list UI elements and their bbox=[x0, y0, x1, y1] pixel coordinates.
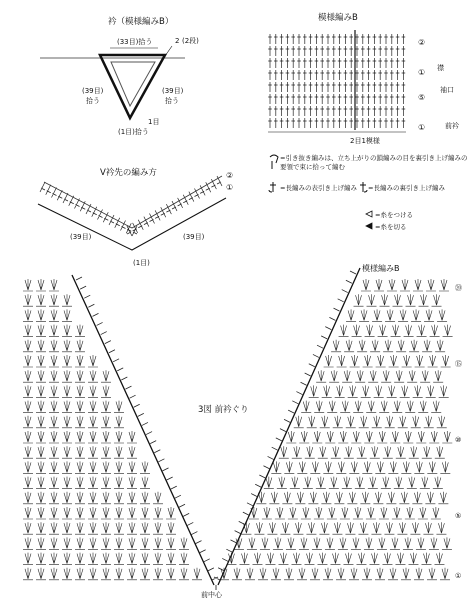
pattern-b-stitches bbox=[268, 30, 405, 130]
legend-1-box bbox=[280, 154, 468, 180]
v-tip-row-a: ② bbox=[226, 171, 234, 180]
v-tip-right-count: (39目) bbox=[183, 233, 205, 241]
pattern-b-chart bbox=[268, 12, 459, 145]
front-neck-pattern-label: 模様編みB bbox=[362, 264, 400, 273]
slip-stitch-symbol bbox=[270, 155, 278, 169]
collar-one-st: 1目 bbox=[148, 118, 160, 126]
legend-2-text: =長編みの表引き上げ編み bbox=[280, 184, 357, 192]
front-neck-shell-stitches bbox=[23, 279, 453, 580]
v-tip-base-line bbox=[38, 198, 226, 250]
v-tip-left-count: (39目) bbox=[70, 233, 92, 241]
collar-rows-b: (2段) bbox=[182, 37, 199, 45]
front-neck-edge-band bbox=[76, 271, 356, 580]
v-tip-row-b: ① bbox=[226, 183, 234, 192]
front-neck-figure-label: 3図 前衿ぐり bbox=[198, 405, 249, 415]
front-neck-stitches bbox=[23, 268, 453, 590]
pattern-b-title: 模様編みB bbox=[318, 13, 358, 23]
collar-bottom-count: (1目)拾う bbox=[118, 128, 149, 136]
pattern-b-side-2: 袖口 bbox=[440, 86, 454, 94]
collar-right-count: (39目) bbox=[162, 87, 184, 95]
pattern-b-row-3: ⑤ bbox=[418, 93, 426, 102]
pattern-b-row-1: ② bbox=[418, 38, 426, 47]
front-neck-right-edge bbox=[218, 268, 360, 585]
v-tip-center-count: (1目) bbox=[133, 259, 150, 267]
legend-3-text: =長編みの裏引き上げ編み bbox=[368, 184, 445, 192]
collar-outer-triangle bbox=[100, 55, 165, 118]
legend-5-text: =糸を切る bbox=[375, 223, 407, 231]
legend-1-text: =引き抜き編みは、立ち上がりの鎖編みの目を裏引き上げ編みの要領で束に拾って編む bbox=[280, 154, 468, 171]
front-neck-row-1: ① bbox=[455, 572, 462, 580]
v-tip-title: V衿先の編み方 bbox=[100, 168, 157, 178]
pattern-b-row-4: ① bbox=[418, 123, 426, 132]
v-tip-stitch-marks bbox=[40, 176, 222, 236]
collar-rows-a: 2 bbox=[175, 37, 180, 45]
collar-left-pick: 拾う bbox=[86, 97, 100, 105]
front-neck-row-15: ⑮ bbox=[455, 360, 462, 368]
collar-title: 衿（模様編みB） bbox=[108, 17, 174, 27]
front-neck-row-5: ⑤ bbox=[455, 512, 462, 520]
legend bbox=[269, 154, 468, 231]
front-neck-chart bbox=[23, 263, 462, 599]
pattern-b-side-1: 襟 bbox=[437, 64, 444, 72]
front-neck-row-10: ⑩ bbox=[455, 436, 462, 444]
front-neck-row-20: ⑳ bbox=[455, 284, 462, 292]
collar-schematic bbox=[40, 16, 199, 136]
collar-rows-arrow bbox=[165, 46, 172, 56]
front-post-dc-symbol bbox=[269, 182, 276, 192]
front-neck-center-label: 前中心 bbox=[201, 591, 222, 599]
pattern-b-repeat: 2目1模様 bbox=[350, 137, 380, 145]
legend-4-text: =糸をつける bbox=[375, 211, 413, 219]
collar-right-pick: 拾う bbox=[165, 97, 179, 105]
pattern-b-row-2: ① bbox=[418, 68, 426, 77]
collar-top-count: (33目)拾う bbox=[117, 38, 153, 46]
collar-left-count: (39目) bbox=[82, 87, 104, 95]
pattern-b-post-stitches bbox=[268, 34, 405, 128]
attach-yarn-icon bbox=[366, 211, 372, 217]
pattern-b-side-3: 前衿 bbox=[445, 122, 459, 130]
cut-yarn-icon bbox=[366, 223, 372, 229]
v-tip-diagram bbox=[38, 167, 233, 267]
back-post-dc-symbol bbox=[360, 182, 367, 192]
